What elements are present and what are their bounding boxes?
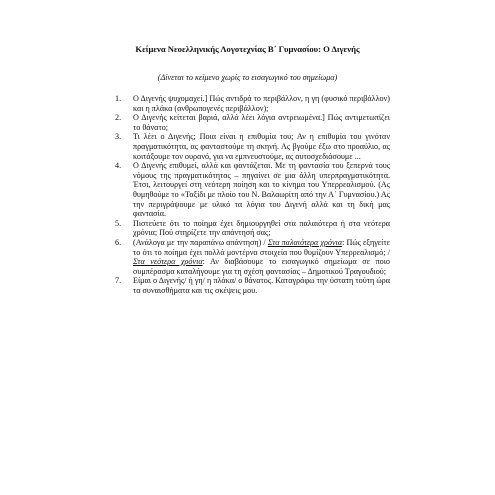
question-text: Τι λέει ο Διγενής; Ποια είναι η επιθυμία του; Αν η επιθυμία του γινόταν πραγματικότητα, ας φανταστούμε τη σκηνή. Ας βγούμε έξω στο προαύλιο, ας κοιτάξουμε τον ουρανό, για να εμπνευστούμε, ας αυτοσχεδιάσουμε ... <box>133 132 390 161</box>
question-number: 6. <box>115 237 122 247</box>
question-text-part: : Αν διαβάσουμε το εισαγωγικό σημείωμα σε ποιο συμπέρασμα καταλήγουμε για τη σχέση φαντασίας – Δημοτικού Τραγουδιού; <box>133 257 390 276</box>
document-title: Κείμενα Νεοελληνικής Λογοτεχνίας Β΄ Γυμνασίου: Ο Διγενής <box>135 44 360 54</box>
questions-list <box>115 94 390 295</box>
question-item <box>115 276 390 295</box>
question-number: 7. <box>115 276 122 286</box>
underlined-phrase-newer-years: Στα νεότερα χρόνια <box>133 257 203 267</box>
question-number: 3. <box>115 132 122 142</box>
question-text-part: (Ανάλογα με την παραπάνω απάντηση) / <box>133 237 268 247</box>
question-item <box>115 219 390 238</box>
question-text: Ο Διγενής επιθυμεί, αλλά και φαντάζεται. Με τη φαντασία του ξεπερνά τους νόμους της πραγματικότητας – πηγαίνει σε μια άλλη υπερπραγματικότητα. Έτσι, λειτουργεί στη νεότερη ποίηση και το κίνημα του Υπερρεαλισμού. (Ας θυμηθούμε το «Ταξίδι με πλοίο του Ν. Βαλαωρίτη από την Α΄ Γυμνασίου.) Ας την περιγράψουμε με υλικό τα λόγια του Διγενή αλλά και τη δική μας φαντασία. <box>133 161 390 219</box>
question-text: Ο Διγενής κείτεται βαριά, αλλά λέει λόγια αντρειωμένα.] Πώς αντιμετωπίζει το θάνατο; <box>133 113 390 132</box>
question-item <box>115 94 390 113</box>
question-item <box>115 238 390 276</box>
question-item <box>115 132 390 161</box>
question-text: Πιστεύετε ότι το ποίημα έχει δημιουργηθεί στα παλαιότερα ή στα νεότερα χρόνια; Πού στηρίζετε την απάντησή σας; <box>133 218 390 238</box>
question-number: 1. <box>115 94 122 103</box>
question-item <box>115 161 390 219</box>
question-text: Ο Διγενής ψυχομαχεί.] Πώς αντιδρά το περιβάλλον, η γη (φυσικό περιβάλλον) και η πλάκα (ανθρωπογενές περιβάλλον); <box>133 94 390 113</box>
question-number: 5. <box>115 218 122 228</box>
underlined-phrase-older-years: Στα παλαιότερα χρόνια <box>267 237 343 247</box>
question-number: 2. <box>115 113 122 123</box>
question-text: Είμαι ο Διγενής/ ή γη/ η πλάκα/ ο θάνατος. Καταγράφω την ύστατη τούτη ώρα τα συναισθήματα και τις σκέψεις μου. <box>133 276 390 295</box>
question-item <box>115 113 390 132</box>
question-text-part: : Πώς εξηγείτε το ότι το ποίημα έχει πολλά μοντέρνα στοιχεία που θυμίζουν Υπερρεαλισμό; / <box>133 237 390 257</box>
document-subtitle: (Δίνεται το κείμενο χωρίς το εισαγωγικό του σημείωμα) <box>157 73 338 82</box>
question-number: 4. <box>115 161 122 171</box>
